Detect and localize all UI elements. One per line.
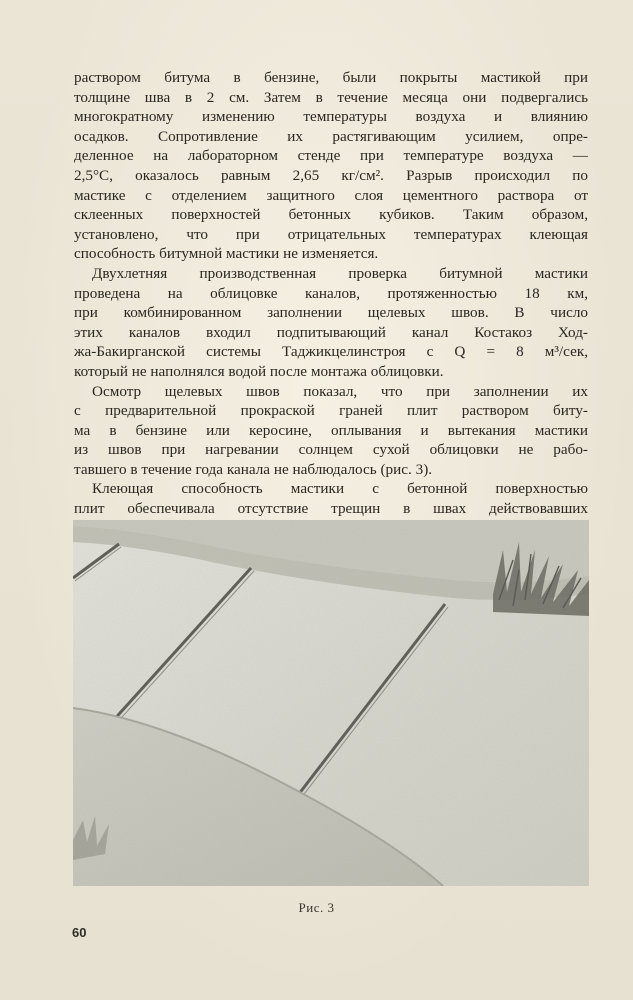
paragraph-2 [74, 264, 588, 382]
text-line: установлено, что при отрицательных температурах клеющая [74, 225, 588, 243]
text-line: деленное на лабораторном стенде при температуре воздуха — [74, 147, 588, 165]
figure-caption: Рис. 3 [298, 900, 335, 915]
text-line: ма в бензине или керосине, оплывания и вытекания мастики [74, 421, 588, 439]
text-line: толщине шва в 2 см. Затем в течение месяца они подвергались [74, 88, 588, 106]
body-text [74, 68, 588, 538]
text-line: при комбинированном заполнении щелевых швов. В число [74, 304, 588, 322]
text-line: склеенных поверхностей бетонных кубиков. Таким образом, [74, 206, 588, 224]
paragraph-3 [74, 382, 588, 480]
text-line: из швов при нагревании солнцем сухой облицовки не рабо- [74, 441, 588, 459]
text-line: Осмотр щелевых швов показал, что при заполнении их [92, 382, 588, 400]
text-line: проведена на облицовке каналов, протяженностью 18 км, [74, 284, 588, 302]
text-line: жа-Бакирганской системы Таджикцелинстроя с Q = 8 м³/сек, [74, 343, 588, 361]
paragraph-1 [74, 68, 588, 264]
text-line: способность битумной мастики не изменяется. [74, 245, 379, 263]
text-line: Двухлетняя производственная проверка битумной мастики [92, 264, 588, 282]
text-line: тавшего в течение года канала не наблюдалось (рис. 3). [74, 460, 433, 478]
page-number: 60 [72, 925, 87, 940]
text-line: Клеющая способность мастики с бетонной поверхностью [92, 480, 588, 498]
text-line: который не наполнялся водой после монтажа облицовки. [74, 362, 444, 380]
text-line: этих каналов входил подпитывающий канал Костакоз Ход- [74, 323, 588, 341]
text-line: осадков. Сопротивление их растягивающим усилием, опре- [74, 127, 588, 145]
concrete-lining-photo [73, 520, 589, 886]
text-line: многократному изменению температуры воздуха и влиянию [74, 108, 588, 126]
text-line: плит обеспечивала отсутствие трещин в швах действовавших [74, 500, 588, 518]
text-line: раствором битума в бензине, были покрыты мастикой при [74, 69, 588, 86]
text-line: мастике с отделением защитного слоя цементного раствора от [74, 186, 588, 204]
text-line: 2,5°С, оказалось равным 2,65 кг/см². Разрыв происходил по [74, 166, 588, 184]
text-line: с предварительной прокраской граней плит раствором биту- [74, 402, 588, 420]
figure-photo-concrete-slabs [73, 520, 589, 886]
